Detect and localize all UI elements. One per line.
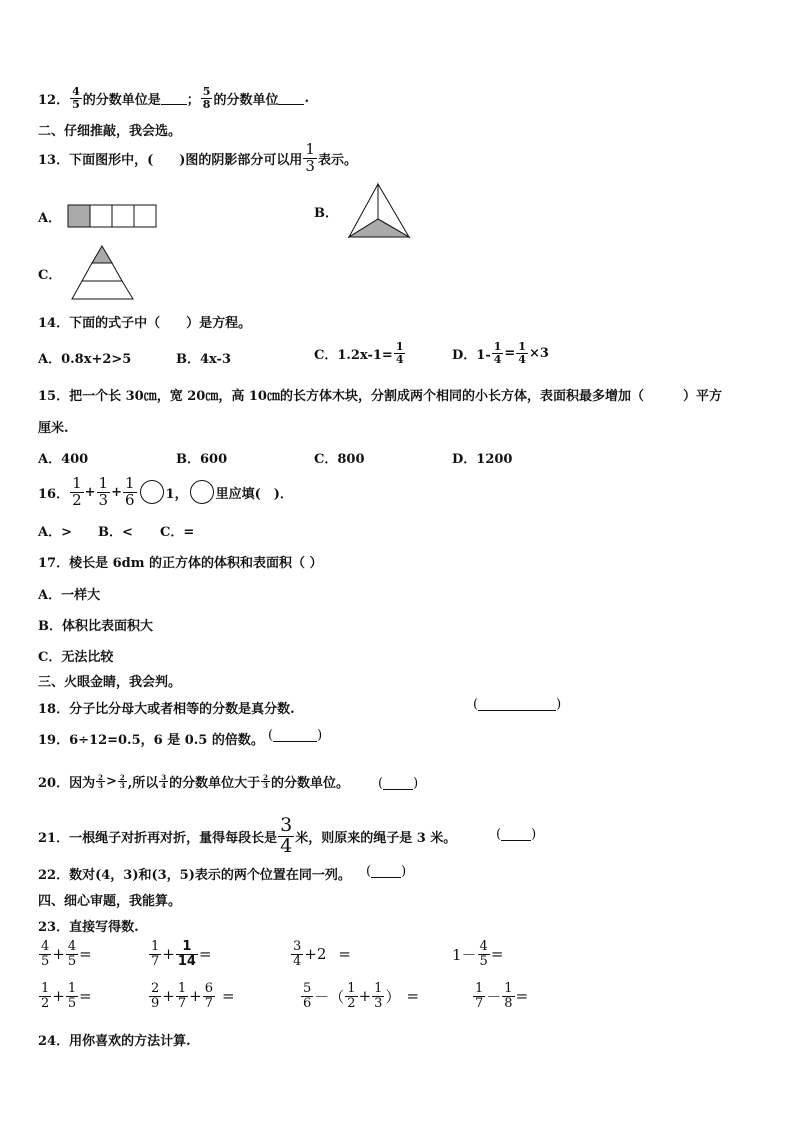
q16-plus-1: +: [84, 484, 96, 500]
question-18: 18．分子比分母大或者相等的分数是真分数.: [38, 702, 295, 717]
q20-greater-than: >: [105, 774, 117, 789]
q20-text-1: 20．因为: [38, 776, 96, 791]
q13-option-c-layered-triangle-figure: [71, 244, 135, 302]
q19-answer-blank[interactable]: [273, 729, 317, 742]
q20-answer-blank[interactable]: [383, 777, 413, 790]
q20-paren-right: ): [413, 776, 419, 791]
q12-answer-blank-2[interactable]: [278, 92, 304, 105]
q14-option-d-text: D．1-: [452, 347, 491, 363]
q12-number: 12．: [38, 92, 70, 108]
calc-r1-4-pre: 1－: [452, 945, 477, 964]
q12-text-1: 的分数单位是: [82, 92, 161, 108]
q13-option-a-rectangle-figure: [67, 204, 159, 228]
calc-r1-3-eq: =: [338, 945, 351, 964]
calc-r1-2-frac-b: $\frac{1}{14}$: [177, 939, 196, 969]
q14-option-d-fraction-2: $\frac{1}{4}$: [518, 340, 526, 366]
q20-paren-left: (: [378, 776, 384, 791]
calc-r2-3-close: ）: [385, 987, 401, 1006]
q21-answer[interactable]: [496, 827, 536, 842]
q21-paren-left: (: [496, 827, 502, 842]
q17-option-c[interactable]: C．无法比较: [38, 650, 114, 665]
q15-option-d[interactable]: D．1200: [452, 452, 513, 467]
calc-r2-item-3: [300, 982, 419, 1010]
q14-option-c-text: C．1.2x-1=: [314, 347, 393, 363]
question-19: 19．6÷12=0.5，6 是 0.5 的倍数。: [38, 733, 264, 748]
calc-r1-3-frac-a: $\frac{3}{4}$: [293, 939, 302, 969]
calc-r2-3-op: －（: [314, 987, 345, 1006]
q20-text-4: 的分数单位。: [271, 776, 350, 791]
q21-paren-right: ): [531, 827, 537, 842]
question-15-line-1: 15．把一个长 30㎝，宽 20㎝，高 10㎝的长方体木块，分割成两个相同的小长方体，表面积最多增加（ ）平方: [38, 389, 722, 404]
question-17: 17．棱长是 6dm 的正方体的体积和表面积（ ）: [38, 556, 323, 571]
calc-r1-1-frac-a: $\frac{4}{5}$: [41, 939, 50, 969]
q16-option-a[interactable]: A．>: [38, 525, 72, 540]
q21-text-2: 米，则原来的绳子是 3 米。: [295, 830, 457, 846]
question-13: [38, 142, 357, 175]
q13-option-a[interactable]: [38, 204, 159, 228]
calc-r2-2-eq: =: [222, 987, 235, 1006]
calc-r2-item-1: [38, 982, 92, 1010]
q20-fraction-2: $\frac{2}{3}$: [119, 772, 125, 790]
q16-option-c[interactable]: C．=: [160, 525, 195, 540]
q15-option-c[interactable]: C．800: [314, 452, 365, 467]
q15-option-b[interactable]: B．600: [176, 452, 228, 467]
q17-option-b[interactable]: B．体积比表面积大: [38, 619, 153, 634]
question-15-line-2: 厘米.: [38, 421, 69, 436]
q16-number: 16．: [38, 486, 70, 502]
q12-separator: ；: [186, 92, 200, 108]
calc-r2-3-frac-c: $\frac{1}{3}$: [374, 981, 383, 1011]
q16-option-b[interactable]: B．<: [98, 525, 133, 540]
q12-fraction-1: $\frac{4}{5}$: [72, 85, 80, 111]
q13-text-2: 表示。: [317, 152, 357, 168]
calc-r2-4-frac-a: $\frac{1}{7}$: [475, 981, 484, 1011]
q22-paren-left: (: [366, 864, 372, 879]
q19-answer[interactable]: [268, 728, 322, 743]
calc-r2-4-eq: =: [515, 987, 529, 1006]
q14-option-b[interactable]: B．4x-3: [176, 352, 231, 367]
q20-answer[interactable]: [378, 776, 418, 791]
q16-plus-2: +: [111, 484, 122, 500]
calc-r1-2-eq: =: [198, 945, 212, 964]
q18-paren-right: ): [556, 697, 562, 712]
calc-r2-2-frac-b: $\frac{1}{7}$: [177, 981, 187, 1011]
q17-option-a[interactable]: A．一样大: [38, 588, 101, 603]
q13-option-b[interactable]: [314, 182, 412, 240]
calc-r2-2-frac-c: $\frac{6}{7}$: [204, 981, 213, 1011]
calc-r1-4-frac-a: $\frac{4}{5}$: [479, 939, 488, 969]
q14-option-d[interactable]: [452, 341, 549, 365]
calc-r1-item-4: [452, 940, 503, 968]
question-20: [38, 772, 349, 791]
q19-paren-right: ): [317, 728, 323, 743]
q20-text-3: 的分数单位大于: [169, 776, 261, 791]
q18-answer[interactable]: [473, 697, 561, 712]
calc-r1-1-frac-b: $\frac{4}{5}$: [67, 939, 77, 969]
calc-r2-2-op: +: [162, 987, 175, 1006]
q12-end: .: [304, 90, 309, 106]
calc-r2-3-op2: +: [358, 987, 372, 1006]
calc-r1-item-2: [148, 940, 212, 968]
q18-paren-left: (: [473, 697, 479, 712]
q13-text-1: 13．下面图形中，( )图的阴影部分可以用: [38, 152, 303, 168]
q13-option-c[interactable]: [38, 244, 135, 302]
q19-paren-left: (: [268, 728, 274, 743]
section-4-heading: 四、细心审题，我能算。: [38, 894, 182, 909]
calc-r2-3-frac-b: $\frac{1}{2}$: [347, 981, 356, 1011]
q13-fraction: $\frac{1}{3}$: [305, 140, 315, 175]
q21-fraction: $\frac{3}{4}$: [280, 814, 293, 857]
q22-answer-blank[interactable]: [371, 865, 401, 878]
q15-option-a[interactable]: A．400: [38, 452, 89, 467]
question-24: 24．用你喜欢的方法计算.: [38, 1034, 191, 1049]
q13-option-c-label: C．: [38, 267, 62, 283]
calc-r2-3-frac-a: $\frac{5}{6}$: [303, 981, 312, 1011]
section-3-heading: 三、火眼金睛，我会判。: [38, 675, 182, 690]
q20-fraction-3: $\frac{3}{4}$: [161, 772, 167, 790]
calc-r2-1-frac-a: $\frac{1}{2}$: [41, 981, 50, 1011]
question-16: [38, 476, 293, 509]
q16-text-1: 1，: [165, 486, 188, 502]
q12-text-2: 的分数单位: [213, 92, 279, 108]
q13-option-b-label: B．: [314, 205, 338, 221]
calc-r2-1-frac-b: $\frac{1}{5}$: [67, 981, 77, 1011]
calc-r1-item-3: [290, 940, 351, 968]
q14-option-a[interactable]: A．0.8x+2>5: [38, 352, 132, 367]
calc-r2-1-eq: =: [79, 987, 92, 1006]
calc-r2-3-eq: =: [406, 987, 420, 1006]
q21-text-1: 21．一根绳子对折再对折，量得每段长是: [38, 830, 278, 846]
q22-answer[interactable]: [366, 864, 406, 879]
calc-r2-4-frac-b: $\frac{1}{8}$: [504, 981, 513, 1011]
q20-fraction-1: $\frac{2}{3}$: [98, 772, 103, 790]
calc-r1-2-op: +: [162, 945, 175, 964]
q14-option-c[interactable]: [314, 341, 406, 365]
q14-option-c-fraction: $\frac{1}{4}$: [395, 340, 404, 366]
q13-option-b-triangle-figure: [348, 182, 412, 240]
question-23: 23．直接写得数.: [38, 920, 139, 935]
q14-option-d-fraction-1: $\frac{1}{4}$: [493, 340, 502, 366]
q13-option-a-label: A．: [38, 210, 62, 226]
q14-option-d-tail: ×3: [528, 345, 549, 361]
question-12: [38, 86, 309, 110]
calc-r2-item-4: [472, 982, 528, 1010]
q16-answer-circle[interactable]: [140, 480, 164, 504]
calc-r1-4-eq: =: [490, 945, 504, 964]
q12-answer-blank-1[interactable]: [161, 92, 187, 105]
question-14: 14．下面的式子中（ ）是方程。: [38, 316, 252, 331]
calc-r1-1-eq: =: [79, 945, 92, 964]
q20-fraction-4: $\frac{2}{3}$: [263, 772, 269, 790]
question-21: [38, 816, 456, 857]
calc-r1-item-1: [38, 940, 92, 968]
q16-circle-reference: [190, 480, 214, 504]
calc-r2-1-op: +: [52, 987, 65, 1006]
q22-paren-right: ): [401, 864, 407, 879]
calc-r1-1-op: +: [52, 945, 65, 964]
calc-r2-2-op2: +: [189, 987, 202, 1006]
q21-answer-blank[interactable]: [501, 828, 531, 841]
calc-r2-2-frac-a: $\frac{2}{9}$: [151, 981, 160, 1011]
calc-r2-4-op: －: [486, 987, 502, 1006]
q16-fraction-1: $\frac{1}{2}$: [72, 474, 82, 509]
section-2-heading: 二、仔细推敲，我会选。: [38, 124, 182, 139]
q14-option-d-equals: =: [504, 345, 516, 361]
q16-fraction-2: $\frac{1}{3}$: [98, 474, 109, 509]
calc-r2-item-2: [148, 982, 235, 1010]
q18-answer-blank[interactable]: [478, 698, 556, 711]
calc-r1-2-frac-a: $\frac{1}{7}$: [151, 939, 160, 969]
q12-fraction-2: $\frac{5}{8}$: [202, 85, 211, 111]
question-22: 22．数对(4，3)和(3，5)表示的两个位置在同一列。: [38, 868, 351, 883]
calc-r1-3-op: +2: [304, 945, 327, 964]
q20-text-2: ,所以: [127, 776, 159, 791]
q16-fraction-3: $\frac{1}{6}$: [125, 474, 135, 509]
q16-text-2: 里应填( )．: [215, 486, 293, 502]
